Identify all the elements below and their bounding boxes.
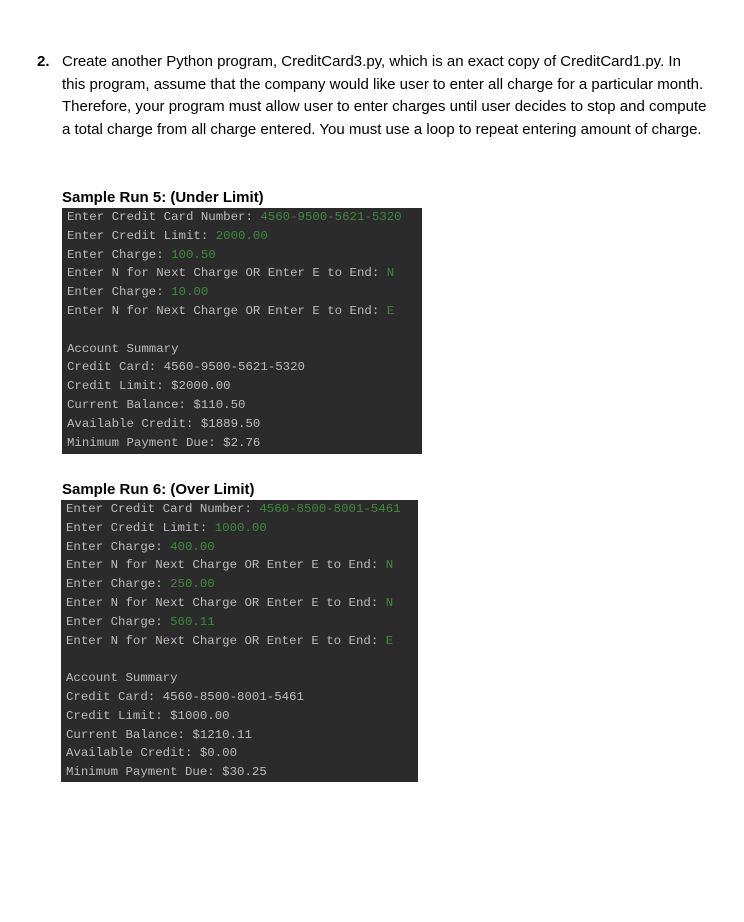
user-input-value: 250.00: [170, 577, 215, 592]
terminal-input-line: [67, 246, 422, 265]
prompt-text: Enter N for Next Charge OR Enter E to End:: [67, 266, 387, 281]
user-input-value: 2000.00: [215, 228, 268, 243]
terminal-input-line: [66, 538, 418, 557]
user-input-value: 4560-9500-5621-5320: [260, 210, 402, 224]
terminal-input-line: [66, 632, 418, 651]
terminal-input-line: [67, 283, 422, 302]
summary-heading: Account Summary: [66, 671, 178, 686]
user-input-value: N: [386, 266, 395, 281]
sample-run-6-title: Sample Run 6: (Over Limit): [62, 481, 255, 498]
terminal-input-line: [66, 556, 418, 575]
prompt-text: Enter Charge:: [66, 614, 171, 629]
terminal-input-line: [67, 302, 422, 321]
summary-line: Available Credit: $1889.50: [67, 416, 261, 431]
sample-run-5-terminal: [62, 208, 422, 454]
user-input-value: 400.00: [170, 539, 215, 554]
user-input-value: N: [385, 558, 394, 573]
summary-line: Credit Limit: $2000.00: [67, 379, 231, 394]
user-input-value: E: [386, 303, 395, 318]
question-number: 2.: [37, 53, 50, 70]
question-text: Create another Python program, CreditCard3.py, which is an exact copy of CreditCard1.py. In this program, assume that the company would like user to enter all charge for a particular month. Therefore, your program must allow user to enter charges until user decides to stop and compute a total charge from all charge entered. You must use a loop to repeat entering amount of charge.: [62, 53, 707, 138]
prompt-text: Enter Charge:: [66, 577, 171, 592]
summary-heading: Account Summary: [67, 341, 179, 356]
summary-line: Minimum Payment Due: $30.25: [66, 765, 267, 780]
prompt-text: Enter N for Next Charge OR Enter E to End:: [67, 303, 387, 318]
prompt-text: Enter Charge:: [67, 285, 172, 300]
terminal-input-line: [67, 227, 422, 246]
user-input-value: 560.11: [170, 614, 215, 629]
summary-line: Current Balance: $110.50: [67, 397, 246, 412]
user-input-value: E: [385, 633, 394, 648]
user-input-value: 10.00: [171, 285, 209, 300]
terminal-input-line: [66, 519, 418, 538]
prompt-text: Enter Credit Card Number:: [66, 502, 260, 516]
user-input-value: 100.50: [171, 247, 216, 262]
prompt-text: Enter Credit Limit:: [67, 228, 216, 243]
sample-run-5-title: Sample Run 5: (Under Limit): [62, 189, 264, 206]
prompt-text: Enter N for Next Charge OR Enter E to End:: [66, 633, 386, 648]
prompt-text: Enter Charge:: [67, 247, 172, 262]
summary-line: Minimum Payment Due: $2.76: [67, 435, 261, 450]
summary-line: Credit Limit: $1000.00: [66, 708, 230, 723]
prompt-text: Enter Charge:: [66, 539, 171, 554]
summary-line: Current Balance: $1210.11: [66, 727, 252, 742]
summary-line: Credit Card: 4560-9500-5621-5320: [67, 360, 305, 375]
prompt-text: Enter Credit Limit:: [66, 520, 215, 535]
prompt-text: Enter N for Next Charge OR Enter E to End:: [66, 595, 386, 610]
blank-line: [66, 650, 418, 669]
summary-line: Credit Card: 4560-8500-8001-5461: [66, 689, 304, 704]
summary-line: Available Credit: $0.00: [66, 746, 238, 761]
terminal-input-line: [67, 208, 422, 227]
user-input-value: 1000.00: [214, 520, 267, 535]
terminal-input-line: [67, 264, 422, 283]
terminal-input-line: [66, 575, 418, 594]
terminal-input-line: [66, 594, 418, 613]
sample-run-6-terminal: [61, 500, 418, 782]
terminal-input-line: [66, 500, 418, 519]
prompt-text: Enter Credit Card Number:: [67, 210, 261, 224]
prompt-text: Enter N for Next Charge OR Enter E to End:: [66, 558, 386, 573]
user-input-value: N: [385, 595, 394, 610]
user-input-value: 4560-8500-8001-5461: [259, 502, 401, 516]
terminal-input-line: [66, 613, 418, 632]
blank-line: [67, 321, 422, 340]
